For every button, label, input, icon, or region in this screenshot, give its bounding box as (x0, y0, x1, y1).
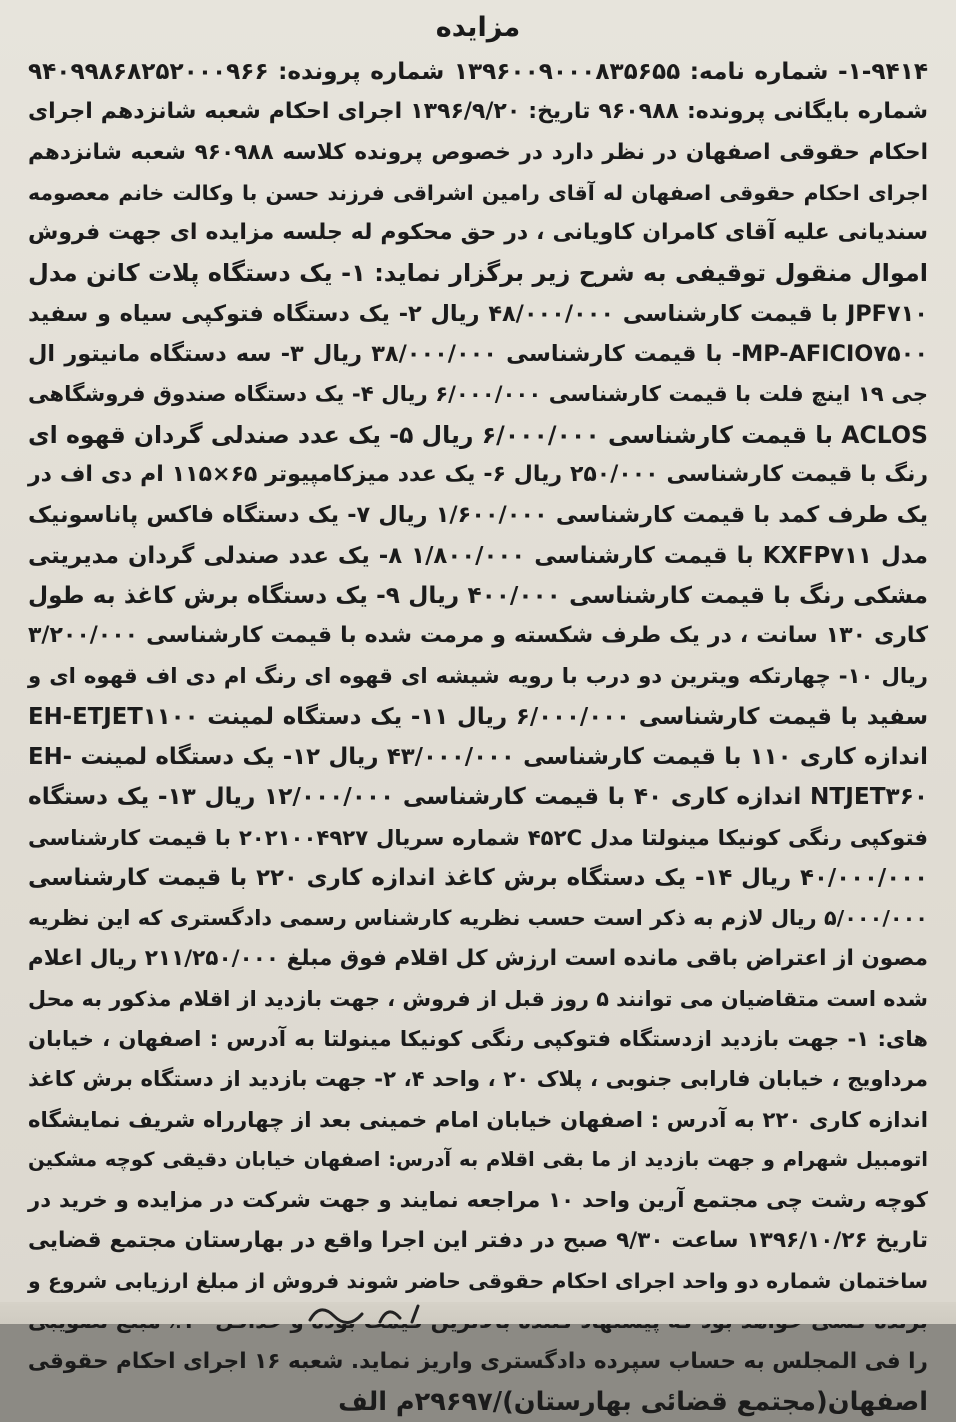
body-line-4: اجرای احکام حقوقی اصفهان له آقای رامین اشراقی فرزند حسن با وکالت خانم معصومه (28, 180, 928, 205)
body-line-19: NTJET۳۶۰ اندازه کاری ۴۰ با قیمت کارشناسی ۱۲/۰۰۰/۰۰۰ ریال ۱۳- یک دستگاه (28, 783, 928, 811)
body-line-14: مشکی رنگ با قیمت کارشناسی ۴۰۰/۰۰۰ ریال ۹- یک دستگاه برش کاغذ به طول (28, 581, 929, 609)
body-line-2: شماره بایگانی پرونده: ۹۶۰۹۸۸ تاریخ: ۱۳۹۶/۹/۲۰ اجرای احکام شعبه شانزدهم اجرای (28, 99, 928, 125)
body-line-21: ۴۰/۰۰۰/۰۰۰ ریال ۱۴- یک دستگاه برش کاغذ اندازه کاری ۲۲۰ با قیمت کارشناسی (28, 864, 928, 891)
body-line-25: های: ۱- جهت بازدید ازدستگاه فتوکپی رنگی کونیکا مینولتا به آدرس : اصفهان ، خیابان (28, 1026, 928, 1052)
body-line-15: کاری ۱۳۰ سانت ، در یک طرف شکسته و مرمت شده با قیمت کارشناسی ۳/۲۰۰/۰۰۰ (28, 623, 928, 649)
body-line-16: ریال ۱۰- چهارتکه ویترین دو درب با رویه شیشه ای قهوه ای رنگ ام دی اف قهوه ای و (28, 663, 928, 689)
body-line-27: اندازه کاری ۲۲۰ به آدرس : اصفهان خیابان امام خمینی بعد از چهارراه شریف نمایشگاه (28, 1106, 928, 1132)
body-line-18: اندازه کاری ۱۱۰ با قیمت کارشناسی ۴۳/۰۰۰/۰۰۰ ریال ۱۲- یک دستگاه لمینت -EH (28, 744, 929, 771)
notice-body (28, 52, 928, 1422)
body-line-1: ۱-۹۴۱۴- شماره نامه: ۱۳۹۶۰۰۹۰۰۰۸۳۵۶۵۵ شماره پرونده: ۹۴۰۹۹۸۶۸۲۵۲۰۰۰۹۶۶ (28, 58, 928, 85)
body-line-23: مصون از اعتراض باقی مانده است ارزش کل اقلام فوق مبلغ ۲۱۱/۲۵۰/۰۰۰ ریال اعلام (27, 945, 928, 971)
body-line-10: ACLOS با قیمت کارشناسی ۶/۰۰۰/۰۰۰ ریال ۵- یک عدد صندلی گردان قهوه ای (28, 420, 929, 449)
body-line-28: اتومبیل شهرام و جهت بازدید از ما بقی اقلام به آدرس: اصفهان خیابان دقیقی کوچه مشکین (28, 1148, 928, 1172)
body-line-24: شده است متقاضیان می توانند ۵ روز قبل از فروش ، جهت بازدید از اقلام مذکور به محل (28, 986, 929, 1011)
body-line-26: مرداویج ، خیابان فارابی جنوبی ، پلاک ۲۰ ، واحد ۴، ۲- جهت بازدید از دستگاه برش کاغذ (28, 1066, 928, 1092)
body-line-17: سفید با قیمت کارشناسی ۶/۰۰۰/۰۰۰ ریال ۱۱- یک دستگاه لمینت EH-ETJET۱۱۰۰ (28, 703, 928, 730)
body-line-13: مدل KXFP۷۱۱ با قیمت کارشناسی ۱/۸۰۰/۰۰۰ ۸- یک عدد صندلی گردان مدیریتی (28, 542, 929, 569)
body-line-11: رنگ با قیمت کارشناسی ۲۵۰/۰۰۰ ریال ۶- یک عدد میزکامپیوتر ۶۵×۱۱۵ ام دی اف در (28, 461, 928, 487)
body-line-31: ساختمان شماره دو واحد اجرای احکام حقوقی حاضر شوند فروش از مبلغ ارزیابی شروع و (28, 1268, 928, 1293)
body-line-12: یک طرف کمد با قیمت کارشناسی ۱/۶۰۰/۰۰۰ ریال ۷- یک دستگاه فاکس پاناسونیک (28, 502, 928, 529)
body-line-34: اصفهان(مجتمع قضائی بهارستان)/۲۹۶۹۷م الف (338, 1386, 928, 1417)
body-line-22: ۵/۰۰۰/۰۰۰ ریال لازم به ذکر است حسب نظریه کارشناس رسمی دادگستری که این نظریه (28, 906, 928, 931)
body-line-20: فتوکپی رنگی کونیکا مینولتا مدل ۴۵۲C شماره سریال ۲۰۲۱۰۰۴۹۲۷ با قیمت کارشناسی (28, 824, 928, 850)
body-line-5: سندیانی علیه آقای کامران کاویانی ، در حق محکوم له جلسه مزایده ای جهت فروش (28, 220, 928, 246)
body-line-9: جی ۱۹ اینچ فلت با قیمت کارشناسی ۶/۰۰۰/۰۰۰ ریال ۴- یک دستگاه صندوق فروشگاهی (28, 381, 929, 407)
body-line-30: تاریخ ۱۳۹۶/۱۰/۲۶ ساعت ۹/۳۰ صبح در دفتر این اجرا واقع در بهارستان مجتمع قضایی (28, 1227, 928, 1253)
handwritten-mark (300, 1296, 440, 1324)
notice-title: مزایده (435, 12, 521, 43)
body-line-6: اموال منقول توقیفی به شرح زیر برگزار نماید: ۱- یک دستگاه پلات کانن مدل (28, 259, 929, 288)
body-line-8: MP-AFICIO۷۵۰۰- با قیمت کارشناسی ۳۸/۰۰۰/۰۰۰ ریال ۳- سه دستگاه مانیتور ال (28, 341, 928, 368)
body-line-3: احکام حقوقی اصفهان در نظر دارد در خصوص پرونده کلاسه ۹۶۰۹۸۸ شعبه شانزدهم (28, 139, 928, 165)
body-line-33: را فی المجلس به حساب سپرده دادگستری واریز نماید. شعبه ۱۶ اجرای احکام حقوقی (27, 1348, 928, 1374)
body-line-29: کوچه رشت چی مجتمع آرین واحد ۱۰ مراجعه نمایند و جهت شرکت در مزایده و خرید در (28, 1187, 928, 1213)
body-line-7: JPF۷۱۰ با قیمت کارشناسی ۴۸/۰۰۰/۰۰۰ ریال ۲- یک دستگاه فتوکپی سیاه و سفید (28, 300, 928, 327)
clipping-bottom-edge (0, 1302, 956, 1324)
